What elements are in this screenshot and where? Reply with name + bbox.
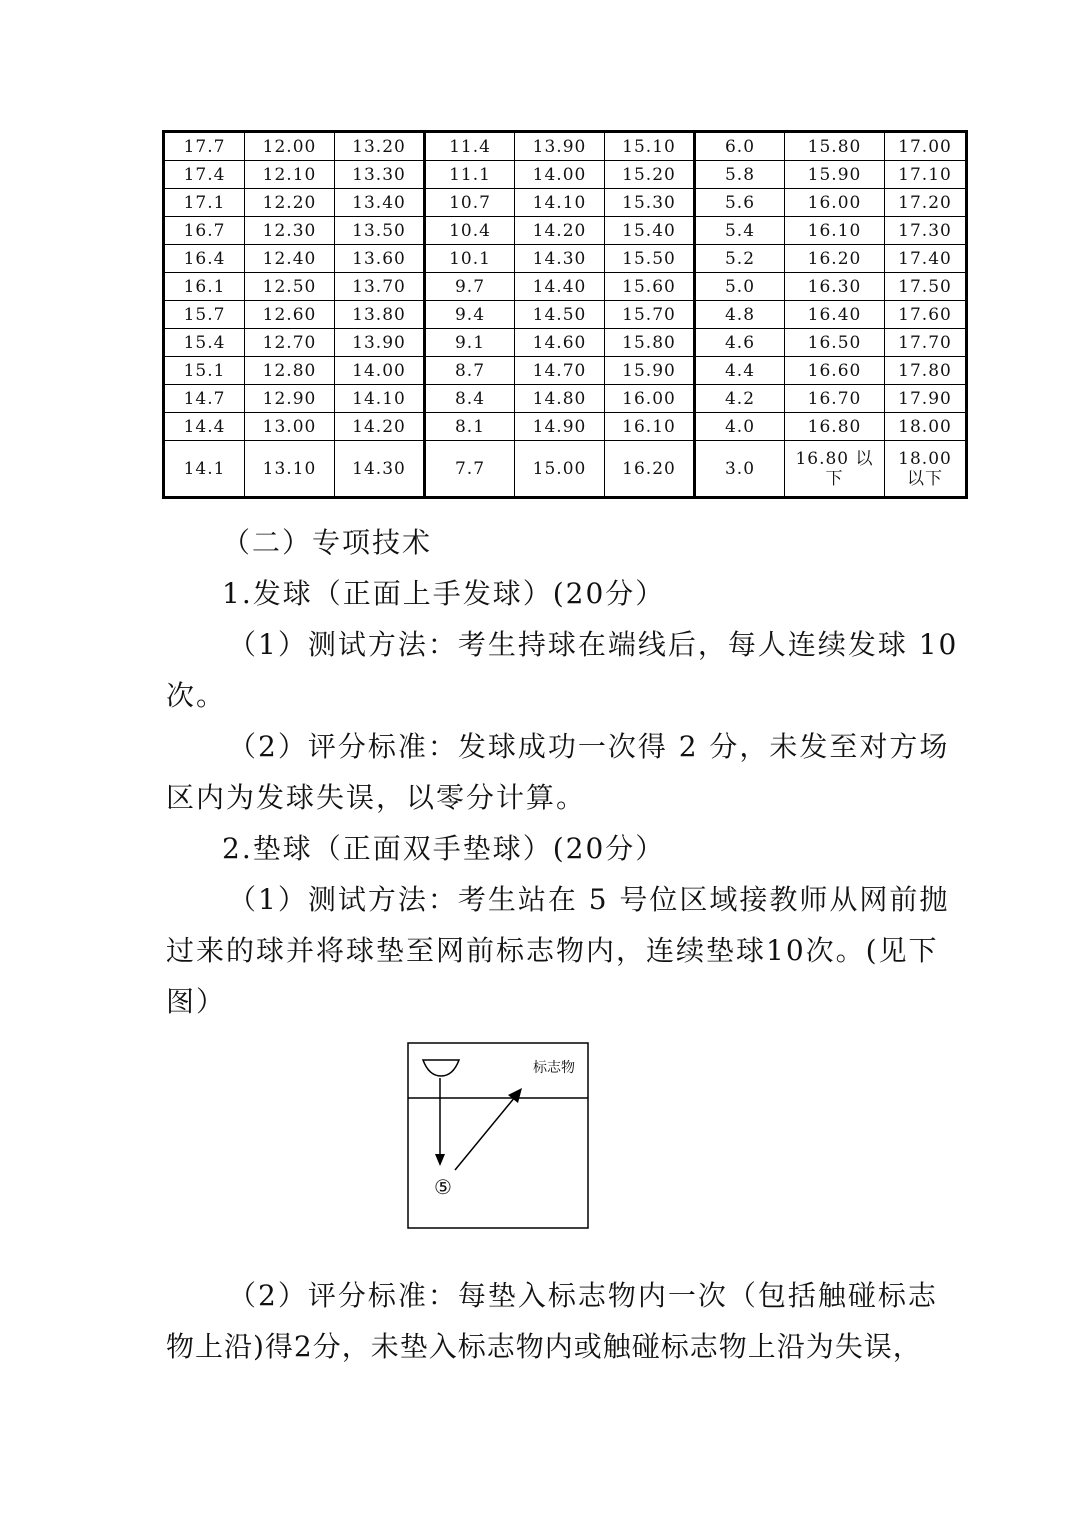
- table-cell: 16.1: [164, 273, 245, 301]
- table-cell: 18.00 以下: [885, 441, 967, 498]
- table-cell: 14.90: [515, 413, 605, 441]
- serve-score-line2: 区内为发球失误，以零分计算。: [166, 781, 587, 814]
- table-cell: 16.20: [605, 441, 695, 498]
- dig-method-line3: 图）: [166, 985, 227, 1018]
- table-cell: 11.4: [425, 132, 515, 161]
- toss-arrowhead: [435, 1154, 445, 1166]
- table-cell: 5.8: [695, 161, 785, 189]
- table-cell: 11.1: [425, 161, 515, 189]
- table-cell: 8.4: [425, 385, 515, 413]
- table-cell: 17.70: [885, 329, 967, 357]
- dig-score-line2: 物上沿)得2分，未垫入标志物内或触碰标志物上沿为失误，: [166, 1330, 922, 1363]
- table-cell: 4.8: [695, 301, 785, 329]
- marker-label: 标志物: [533, 1060, 575, 1076]
- table-cell: 16.70: [785, 385, 885, 413]
- table-cell: 14.40: [515, 273, 605, 301]
- score-table: [162, 130, 968, 499]
- table-cell: 8.7: [425, 357, 515, 385]
- table-cell: 14.80: [515, 385, 605, 413]
- table-row: [164, 245, 967, 273]
- table-cell: 3.0: [695, 441, 785, 498]
- table-row: [164, 132, 967, 161]
- table-row: [164, 189, 967, 217]
- table-cell: 15.80: [605, 329, 695, 357]
- table-cell: 16.00: [785, 189, 885, 217]
- table-cell: 13.30: [335, 161, 425, 189]
- table-cell: 12.10: [245, 161, 335, 189]
- position-five-label: ⑤: [434, 1175, 452, 1199]
- table-cell: 17.7: [164, 132, 245, 161]
- table-cell: 14.70: [515, 357, 605, 385]
- table-cell: 12.90: [245, 385, 335, 413]
- table-cell: 15.60: [605, 273, 695, 301]
- table-cell: 12.00: [245, 132, 335, 161]
- table-row: [164, 413, 967, 441]
- table-cell: 14.30: [335, 441, 425, 498]
- serve-method-line1: （1）测试方法：考生持球在端线后，每人连续发球 10: [228, 628, 959, 661]
- table-cell: 8.1: [425, 413, 515, 441]
- table-row: [164, 161, 967, 189]
- table-cell: 5.0: [695, 273, 785, 301]
- table-cell: 13.90: [515, 132, 605, 161]
- table-cell: 14.10: [335, 385, 425, 413]
- dig-method-line2: 过来的球并将球垫至网前标志物内，连续垫球10次。(见下: [166, 934, 939, 967]
- table-cell: 16.10: [785, 217, 885, 245]
- table-cell: 7.7: [425, 441, 515, 498]
- table-cell: 12.40: [245, 245, 335, 273]
- table-cell: 10.4: [425, 217, 515, 245]
- table-cell: 14.60: [515, 329, 605, 357]
- dig-title: 2.垫球（正面双手垫球）(20分）: [222, 832, 666, 865]
- table-cell: 17.4: [164, 161, 245, 189]
- table-cell: 17.1: [164, 189, 245, 217]
- table-cell: 16.80: [785, 413, 885, 441]
- table-cell: 15.4: [164, 329, 245, 357]
- table-cell: 16.60: [785, 357, 885, 385]
- table-cell: 16.4: [164, 245, 245, 273]
- dig-method-line1: （1）测试方法：考生站在 5 号位区域接教师从网前抛: [228, 883, 950, 916]
- table-cell: 17.20: [885, 189, 967, 217]
- table-cell: 14.7: [164, 385, 245, 413]
- table-cell: 10.1: [425, 245, 515, 273]
- table-cell: 15.20: [605, 161, 695, 189]
- table-cell: 5.6: [695, 189, 785, 217]
- table-cell: 4.6: [695, 329, 785, 357]
- table-cell: 16.30: [785, 273, 885, 301]
- table-cell: 17.30: [885, 217, 967, 245]
- table-row: [164, 385, 967, 413]
- table-cell: 17.00: [885, 132, 967, 161]
- table-cell: 13.80: [335, 301, 425, 329]
- table-cell: 13.40: [335, 189, 425, 217]
- table-cell: 14.1: [164, 441, 245, 498]
- dig-score-line1: （2）评分标准：每垫入标志物内一次（包括触碰标志: [228, 1279, 938, 1312]
- table-cell: 10.7: [425, 189, 515, 217]
- table-cell: 12.20: [245, 189, 335, 217]
- table-cell: 14.00: [515, 161, 605, 189]
- dig-arrowhead: [508, 1088, 522, 1103]
- table-cell: 16.00: [605, 385, 695, 413]
- table-cell: 14.30: [515, 245, 605, 273]
- table-cell: 13.50: [335, 217, 425, 245]
- serve-score-line1: （2）评分标准：发球成功一次得 2 分，未发至对方场: [228, 730, 950, 763]
- score-table-body: [164, 132, 967, 498]
- table-cell: 9.1: [425, 329, 515, 357]
- table-cell: 17.80: [885, 357, 967, 385]
- table-cell: 5.2: [695, 245, 785, 273]
- table-cell: 14.00: [335, 357, 425, 385]
- serve-title: 1.发球（正面上手发球）(20分）: [222, 577, 666, 610]
- table-row: [164, 273, 967, 301]
- table-cell: 17.40: [885, 245, 967, 273]
- table-cell: 17.60: [885, 301, 967, 329]
- table-cell: 16.80 以 下: [785, 441, 885, 498]
- table-cell: 9.4: [425, 301, 515, 329]
- table-cell: 15.70: [605, 301, 695, 329]
- table-cell: 14.20: [515, 217, 605, 245]
- table-cell: 12.30: [245, 217, 335, 245]
- table-row: [164, 301, 967, 329]
- table-cell: 14.4: [164, 413, 245, 441]
- table-cell: 15.80: [785, 132, 885, 161]
- table-cell: 13.90: [335, 329, 425, 357]
- teacher-icon: [423, 1060, 459, 1076]
- table-cell: 14.20: [335, 413, 425, 441]
- table-cell: 16.7: [164, 217, 245, 245]
- serve-method-line2: 次。: [166, 679, 227, 712]
- table-cell: 5.4: [695, 217, 785, 245]
- table-cell: 13.70: [335, 273, 425, 301]
- table-cell: 4.2: [695, 385, 785, 413]
- table-cell: 15.90: [605, 357, 695, 385]
- table-cell: 12.80: [245, 357, 335, 385]
- table-cell: 12.50: [245, 273, 335, 301]
- table-cell: 4.4: [695, 357, 785, 385]
- table-cell: 13.60: [335, 245, 425, 273]
- table-cell: 12.60: [245, 301, 335, 329]
- table-cell: 16.50: [785, 329, 885, 357]
- table-cell: 17.10: [885, 161, 967, 189]
- table-cell: 15.7: [164, 301, 245, 329]
- table-cell: 17.90: [885, 385, 967, 413]
- table-row: [164, 329, 967, 357]
- table-row: [164, 441, 967, 498]
- dig-arrow: [455, 1097, 515, 1170]
- table-cell: 13.00: [245, 413, 335, 441]
- table-cell: 6.0: [695, 132, 785, 161]
- table-cell: 15.40: [605, 217, 695, 245]
- table-cell: 18.00: [885, 413, 967, 441]
- table-cell: 9.7: [425, 273, 515, 301]
- table-cell: 13.10: [245, 441, 335, 498]
- table-cell: 16.40: [785, 301, 885, 329]
- table-cell: 15.50: [605, 245, 695, 273]
- table-row: [164, 357, 967, 385]
- table-cell: 15.1: [164, 357, 245, 385]
- table-cell: 12.70: [245, 329, 335, 357]
- table-cell: 14.10: [515, 189, 605, 217]
- table-cell: 16.20: [785, 245, 885, 273]
- table-cell: 14.50: [515, 301, 605, 329]
- table-cell: 16.10: [605, 413, 695, 441]
- table-cell: 13.20: [335, 132, 425, 161]
- table-cell: 15.00: [515, 441, 605, 498]
- table-cell: 15.90: [785, 161, 885, 189]
- table-cell: 4.0: [695, 413, 785, 441]
- table-row: [164, 217, 967, 245]
- section-heading: （二）专项技术: [222, 526, 433, 559]
- table-cell: 15.30: [605, 189, 695, 217]
- table-cell: 15.10: [605, 132, 695, 161]
- table-cell: 17.50: [885, 273, 967, 301]
